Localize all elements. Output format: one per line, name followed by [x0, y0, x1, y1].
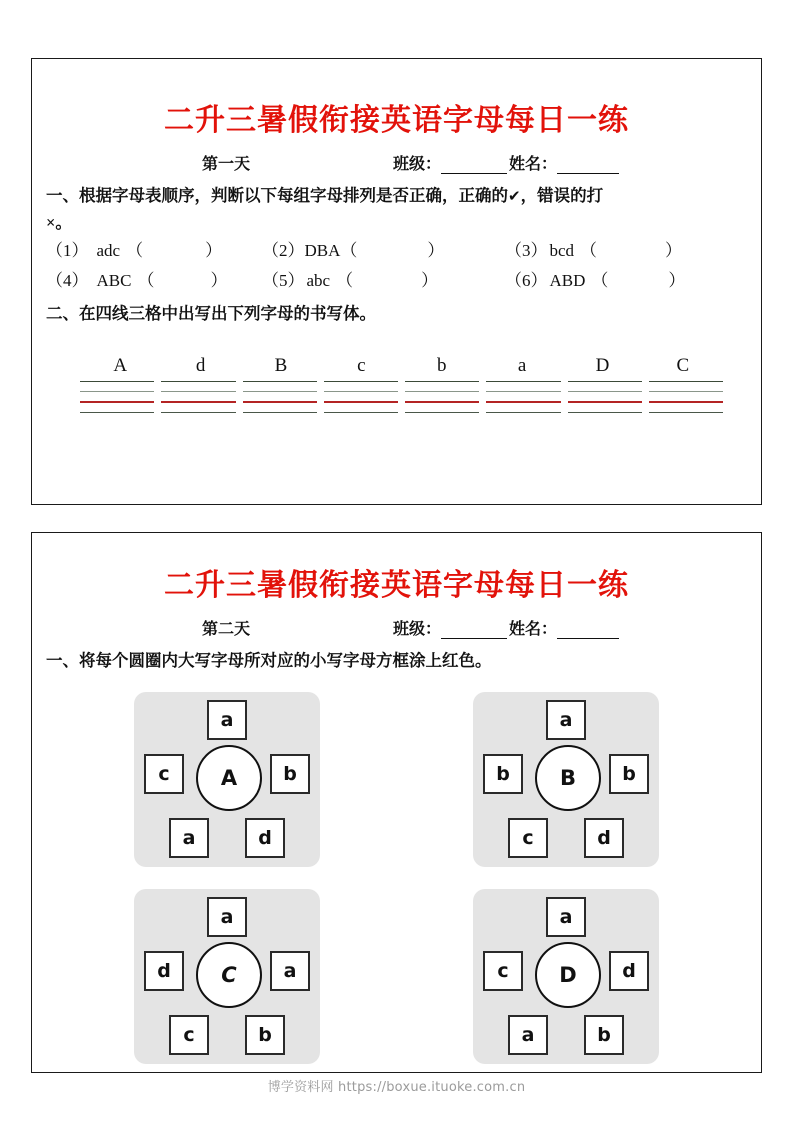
class-label-day2: 班级：: [393, 621, 442, 638]
question-1-row-1: [32, 236, 761, 266]
grid-letter: d: [195, 355, 206, 376]
item-number: （4）: [46, 271, 89, 290]
grid-line-2: [568, 391, 642, 392]
grid-line-3-red: [161, 401, 235, 403]
day2-question-1-prompt: 一、将每个圆圈内大写字母所对应的小写字母方框涂上红色。: [46, 651, 492, 670]
worksheet-page-day1: [31, 58, 762, 505]
item-word: abc: [306, 271, 331, 290]
grid-line-4: [80, 412, 154, 413]
puzzle-group-b: [473, 692, 659, 867]
puzzle-box-left[interactable]: d: [144, 951, 184, 991]
item-number: （3）: [505, 241, 548, 260]
question-1-text: 一、根据字母表顺序，判断以下每组字母排列是否正确，正确的: [46, 186, 508, 205]
puzzle-area: [32, 674, 761, 1064]
puzzle-row-1: [32, 692, 761, 867]
item-paren-close: ）: [421, 271, 439, 290]
four-line-cell[interactable]: [243, 381, 317, 413]
grid-line-2: [324, 391, 398, 392]
grid-line-2: [649, 391, 723, 392]
watermark: 博学资料网 https://boxue.ituoke.com.cn: [267, 1080, 526, 1095]
item-word: DBA: [304, 241, 341, 260]
grid-line-3-red: [568, 401, 642, 403]
question-1-row-2: [32, 266, 761, 296]
question-item: [262, 236, 505, 266]
grid-line-3-red: [649, 401, 723, 403]
puzzle-group-c: [134, 889, 320, 1064]
grid-line-3-red: [486, 401, 560, 403]
grid-letter: b: [436, 355, 447, 376]
grid-line-2: [243, 391, 317, 392]
item-number: （1）: [46, 241, 89, 260]
puzzle-box-bottom-right[interactable]: b: [584, 1015, 624, 1055]
grid-line-3-red: [80, 401, 154, 403]
grid-letter: D: [595, 355, 610, 376]
item-paren-close: ）: [668, 271, 686, 290]
item-word: ABC: [96, 271, 132, 290]
day-label-day2: 第二天: [202, 621, 251, 638]
grid-line-1: [649, 381, 723, 382]
grid-line-4: [324, 412, 398, 413]
item-paren-open: （: [580, 241, 598, 260]
item-word: bcd: [549, 241, 575, 260]
puzzle-box-bottom-left[interactable]: c: [508, 818, 548, 858]
question-item: [46, 266, 262, 296]
item-paren-close: ）: [427, 241, 445, 260]
item-number: （5）: [262, 271, 305, 290]
item-word: ABD: [549, 271, 586, 290]
check-mark-icon: ✔: [508, 187, 521, 205]
puzzle-center-circle: C: [196, 942, 262, 1008]
grid-line-1: [161, 381, 235, 382]
name-label-day1: 姓名：: [509, 156, 558, 173]
item-paren-open: （: [126, 241, 144, 260]
page-title-day2: 二升三暑假衔接英语字母每日一练: [164, 568, 629, 603]
grid-letter: a: [517, 355, 527, 376]
puzzle-box-left[interactable]: b: [483, 754, 523, 794]
question-1-text-end: ，错误的打: [520, 186, 604, 205]
grid-letter: B: [274, 355, 288, 376]
grid-line-1: [486, 381, 560, 382]
grid-line-2: [486, 391, 560, 392]
item-paren-close: ）: [665, 241, 683, 260]
item-paren-open: （: [591, 271, 609, 290]
meta-row-day2: [32, 616, 761, 639]
puzzle-box-right[interactable]: b: [609, 754, 649, 794]
name-blank-day2[interactable]: [557, 623, 619, 639]
grid-line-row: [32, 377, 761, 413]
question-item: [505, 236, 682, 266]
question-1-prompt: [32, 182, 761, 210]
item-number: （6）: [505, 271, 548, 290]
four-line-cell[interactable]: [486, 381, 560, 413]
grid-line-4: [243, 412, 317, 413]
grid-line-2: [80, 391, 154, 392]
puzzle-box-bottom-right[interactable]: d: [245, 818, 285, 858]
puzzle-box-right[interactable]: d: [609, 951, 649, 991]
puzzle-box-left[interactable]: c: [483, 951, 523, 991]
puzzle-row-2: [32, 889, 761, 1064]
puzzle-box-top[interactable]: a: [207, 700, 247, 740]
grid-letter: A: [113, 355, 128, 376]
puzzle-box-right[interactable]: b: [270, 754, 310, 794]
puzzle-box-bottom-right[interactable]: b: [245, 1015, 285, 1055]
puzzle-box-top[interactable]: a: [546, 897, 586, 937]
question-item: [46, 236, 262, 266]
puzzle-center-circle: B: [535, 745, 601, 811]
grid-letter: C: [676, 355, 690, 376]
puzzle-group-a: [134, 692, 320, 867]
puzzle-center-circle: A: [196, 745, 262, 811]
grid-line-1: [243, 381, 317, 382]
item-number: （2）: [262, 241, 305, 260]
puzzle-box-bottom-left[interactable]: a: [508, 1015, 548, 1055]
grid-line-1: [568, 381, 642, 382]
question-1-prompt-line2: ×。: [46, 213, 72, 232]
day-label-day1: 第一天: [202, 156, 251, 173]
class-label-day1: 班级：: [393, 156, 442, 173]
grid-line-4: [405, 412, 479, 413]
four-line-cell[interactable]: [80, 381, 154, 413]
puzzle-box-top[interactable]: a: [207, 897, 247, 937]
four-line-cell[interactable]: [405, 381, 479, 413]
class-blank-day1[interactable]: [441, 158, 507, 174]
puzzle-center-circle: D: [535, 942, 601, 1008]
item-word: adc: [96, 241, 121, 260]
name-blank-day1[interactable]: [557, 158, 619, 174]
grid-line-1: [405, 381, 479, 382]
item-paren-open: （: [340, 241, 358, 260]
four-line-grid-section: [32, 327, 761, 413]
item-paren-close: ）: [210, 271, 228, 290]
class-blank-day2[interactable]: [441, 623, 507, 639]
grid-line-1: [80, 381, 154, 382]
puzzle-group-d: [473, 889, 659, 1064]
worksheet-page-day2: [31, 532, 762, 1073]
item-paren-close: ）: [205, 241, 223, 260]
grid-line-4: [161, 412, 235, 413]
four-line-cell[interactable]: [161, 381, 235, 413]
grid-line-2: [405, 391, 479, 392]
grid-line-4: [486, 412, 560, 413]
grid-line-4: [649, 412, 723, 413]
grid-line-3-red: [243, 401, 317, 403]
question-item: [262, 266, 505, 296]
grid-line-2: [161, 391, 235, 392]
puzzle-box-top[interactable]: a: [546, 700, 586, 740]
item-paren-open: （: [336, 271, 354, 290]
item-paren-open: （: [137, 271, 155, 290]
grid-letter-row: [32, 355, 761, 377]
name-label-day2: 姓名：: [509, 621, 558, 638]
grid-line-3-red: [405, 401, 479, 403]
grid-line-4: [568, 412, 642, 413]
puzzle-box-bottom-left[interactable]: a: [169, 818, 209, 858]
four-line-cell[interactable]: [568, 381, 642, 413]
four-line-cell[interactable]: [649, 381, 723, 413]
meta-row-day1: [32, 151, 761, 174]
grid-letter: c: [357, 355, 366, 376]
four-line-cell[interactable]: [324, 381, 398, 413]
grid-line-3-red: [324, 401, 398, 403]
puzzle-box-bottom-left[interactable]: c: [169, 1015, 209, 1055]
page-title-day1: 二升三暑假衔接英语字母每日一练: [164, 103, 629, 138]
puzzle-box-bottom-right[interactable]: d: [584, 818, 624, 858]
puzzle-box-right[interactable]: a: [270, 951, 310, 991]
question-item: [505, 266, 685, 296]
grid-line-1: [324, 381, 398, 382]
puzzle-box-left[interactable]: c: [144, 754, 184, 794]
question-2-prompt: 二、在四线三格中出写出下列字母的书写体。: [46, 304, 376, 323]
